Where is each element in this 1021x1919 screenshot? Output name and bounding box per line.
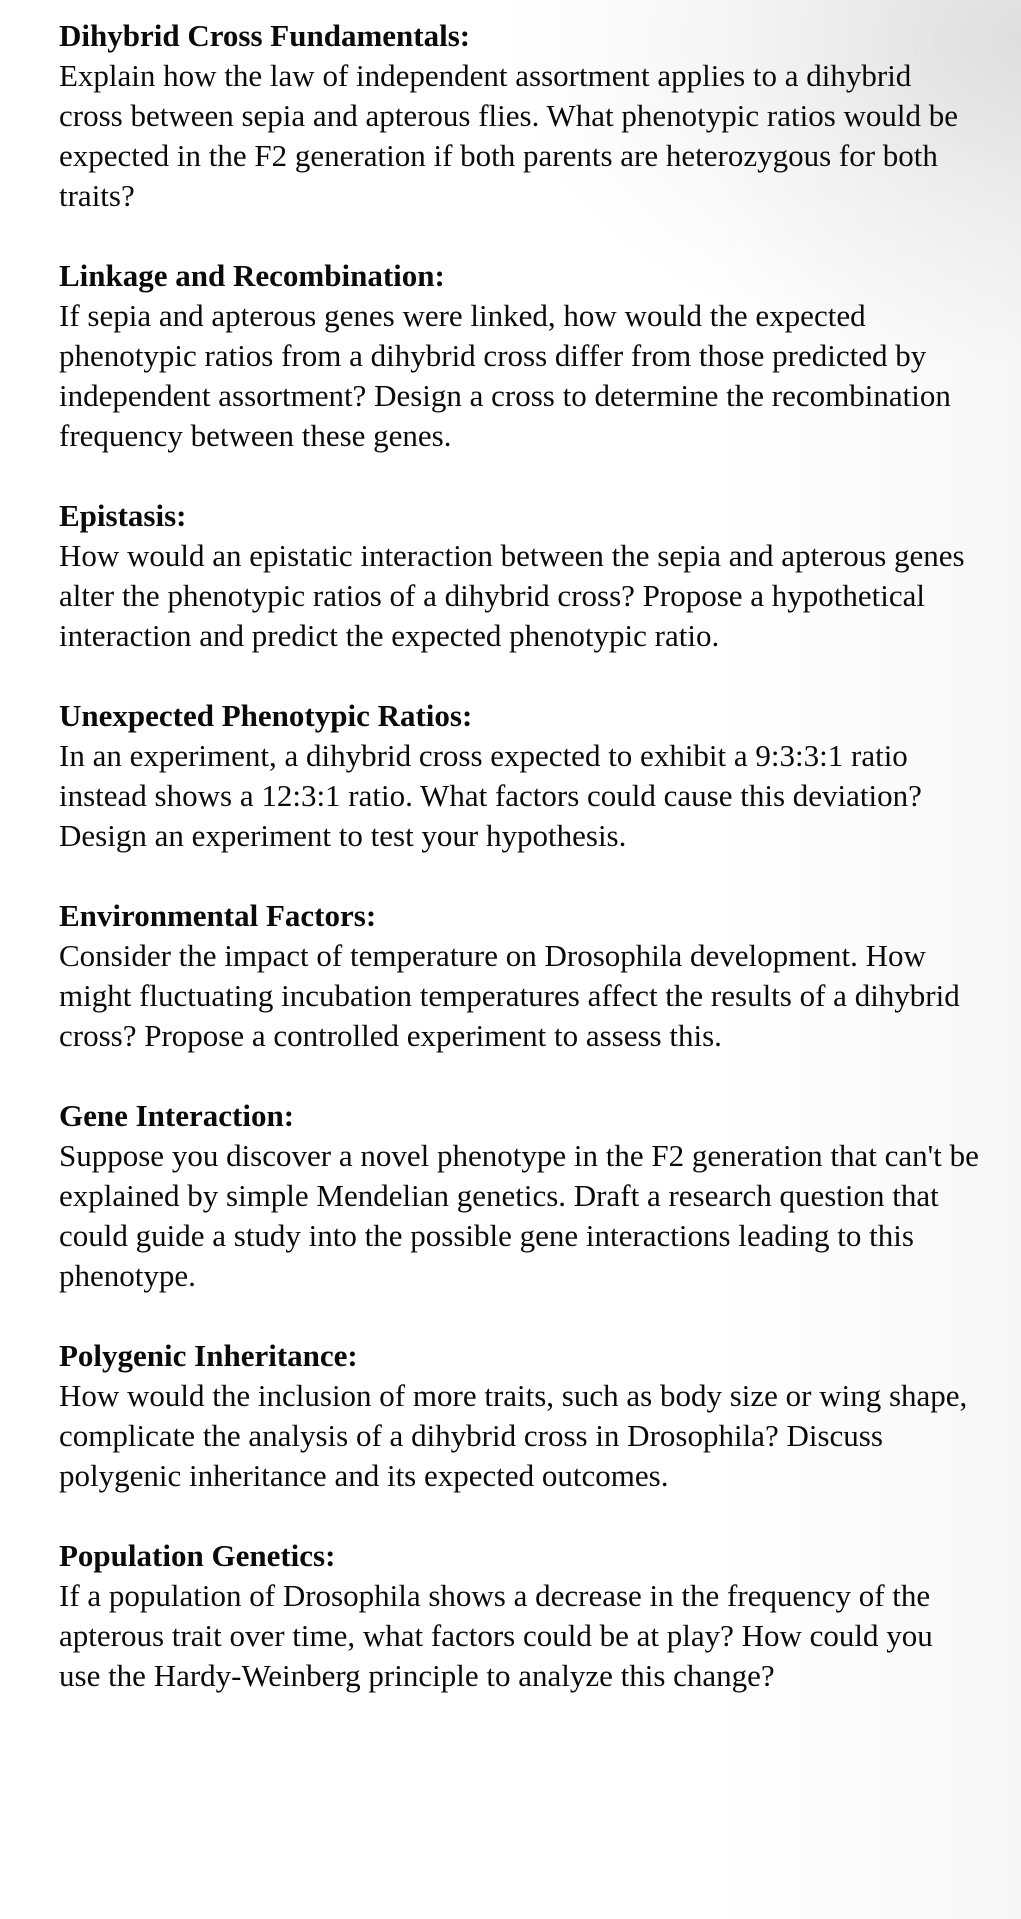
question-section-environmental [59, 896, 981, 1056]
section-heading: Polygenic Inheritance: [59, 1338, 358, 1373]
section-body: In an experiment, a dihybrid cross expected to exhibit a 9:3:3:1 ratio instead shows a 12:3:1 ratio. What factors could cause this deviation? Design an experiment to test your hypothesis. [59, 738, 922, 853]
question-section-gene-interaction [59, 1096, 981, 1296]
section-body: How would the inclusion of more traits, such as body size or wing shape, complicate the analysis of a dihybrid cross in Drosophila? Discuss polygenic inheritance and its expected outcomes. [59, 1378, 968, 1493]
section-heading: Dihybrid Cross Fundamentals: [59, 18, 471, 53]
section-heading: Gene Interaction: [59, 1098, 295, 1133]
section-heading: Unexpected Phenotypic Ratios: [59, 698, 473, 733]
question-section-population-genetics [59, 1536, 981, 1696]
section-heading: Population Genetics: [59, 1538, 336, 1573]
section-body: Suppose you discover a novel phenotype in the F2 generation that can't be explained by simple Mendelian genetics. Draft a research question that could guide a study into the possible gene interactions leading to this phenotype. [59, 1138, 979, 1293]
question-section-epistasis [59, 496, 981, 656]
section-body: Consider the impact of temperature on Drosophila development. How might fluctuating incubation temperatures affect the results of a dihybrid cross? Propose a controlled experiment to assess this. [59, 938, 960, 1053]
question-section-polygenic [59, 1336, 981, 1496]
question-section-unexpected-ratios [59, 696, 981, 856]
section-heading: Environmental Factors: [59, 898, 377, 933]
section-body: If a population of Drosophila shows a decrease in the frequency of the apterous trait over time, what factors could be at play? How could you use the Hardy-Weinberg principle to analyze this change? [59, 1578, 933, 1693]
section-body: If sepia and apterous genes were linked, how would the expected phenotypic ratios from a dihybrid cross differ from those predicted by independent assortment? Design a cross to determine the recombination frequency between these genes. [59, 298, 951, 453]
question-section-linkage [59, 256, 981, 456]
section-body: How would an epistatic interaction between the sepia and apterous genes alter the phenotypic ratios of a dihybrid cross? Propose a hypothetical interaction and predict the expected phenotypic ratio. [59, 538, 965, 653]
section-heading: Epistasis: [59, 498, 187, 533]
section-heading: Linkage and Recombination: [59, 258, 445, 293]
section-body: Explain how the law of independent assortment applies to a dihybrid cross between sepia and apterous flies. What phenotypic ratios would be expected in the F2 generation if both parents are heterozygous for both traits? [59, 58, 959, 213]
question-section-dihybrid-cross [59, 16, 981, 216]
